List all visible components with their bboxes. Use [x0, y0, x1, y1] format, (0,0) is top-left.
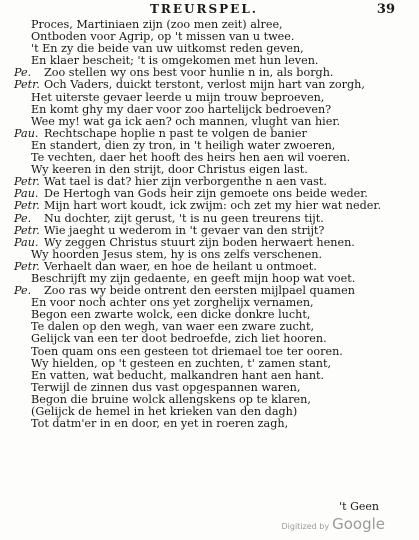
speaker-label: Petr.	[14, 259, 40, 273]
verse-text-line: Wee my! wat ga ick aen? och mannen, vlught van hier.	[31, 114, 341, 128]
verse-text-line: Verhaelt dan waer, en hoe de heilant u ontmoet.	[44, 259, 317, 273]
verse-text-line: De Hertogh van Gods heir zijn gemoete ons beide weder.	[44, 187, 368, 201]
watermark-prefix: Digitized by	[281, 522, 330, 531]
verse-text-line: En komt ghy my daer voor zoo hartelijck bedroeven?	[31, 102, 332, 116]
verse-text	[14, 19, 409, 430]
page-header	[0, 2, 419, 18]
speaker-label: Petr.	[14, 175, 40, 189]
verse-text-line: Wy zeggen Christus stuurt zijn boden herwaert henen.	[44, 235, 355, 249]
verse-text-line: En voor noch achter ons yet zorghelijx vernamen,	[31, 296, 314, 310]
verse-text-line: Gelijck van een ter doot bedroefde, zich liet hooren.	[31, 332, 327, 346]
verse-text-line: Beschrijft my zijn gedaente, en geeft mijn hoop wat voet.	[31, 271, 356, 285]
running-head: TREURSPEL.	[150, 2, 258, 16]
verse-text-line: Te vechten, daer het hooft des heirs hen aen wil voeren.	[31, 151, 351, 165]
verse-text-line: Wy hoorden Jesus stem, hy is ons zelfs verschenen.	[31, 247, 323, 261]
speaker-label: Petr.	[14, 78, 40, 92]
verse-line	[14, 418, 409, 430]
verse-text-line: Het uiterste gevaer leerde u mijn trouw beproeven,	[31, 90, 325, 104]
verse-text-line: Ontboden voor Agrip, op 't missen van u twee.	[31, 30, 295, 44]
speaker-label: Pau.	[14, 235, 39, 249]
speaker-label: Pau.	[14, 187, 39, 201]
verse-text-line: Toen quam ons een gesteen tot driemael toe ter ooren.	[31, 344, 343, 358]
google-logo: Google	[332, 515, 385, 533]
verse-text-line: Rechtschape hoplie n past te volgen de banier	[44, 126, 307, 140]
verse-text-line: Terwijl de zinnen dus vast opgespannen waren,	[31, 380, 301, 394]
verse-text-line: Mijn hart wort koudt, ick zwijm: och zet my hier wat neder.	[44, 199, 382, 213]
verse-text-line: Och Vaders, duickt terstont, verlost mijn hart van zorgh,	[44, 78, 365, 92]
verse-text-line: Wy keeren in den strijt, door Christus eigen last.	[31, 163, 308, 177]
verse-text-line: Nu dochter, zijt gerust, 't is nu geen treurens tijt.	[44, 211, 324, 225]
verse-text-line: Proces, Martiniaen zijn (zoo men zeit) alree,	[31, 18, 283, 31]
speaker-label: Pau.	[14, 126, 39, 140]
verse-text-line: Zoo ras wy beide ontrent den eersten mijlpael quamen	[44, 284, 355, 298]
verse-text-line: 't En zy die beide van uw uitkomst reden geven,	[31, 42, 304, 56]
digitized-watermark	[281, 514, 385, 533]
verse-text-line: Wy hielden, op 't gesteen en zuchten, t' zamen stant,	[31, 356, 332, 370]
verse-text-line: Wie jaeght u wederom in 't gevaer van den strijt?	[44, 223, 325, 237]
verse-text-line: (Gelijck de hemel in het krieken van den dagh)	[31, 405, 298, 418]
speaker-label: Pe.	[14, 66, 32, 80]
verse-text-line: Te dalen op den wegh, van waer een zware zucht,	[31, 320, 315, 334]
verse-text-line: En vatten, wat beducht, malkandren hant aen hant.	[31, 368, 325, 382]
speaker-label: Petr.	[14, 223, 40, 237]
verse-text-line: Tot datm'er in en door, en yet in roeren zagh,	[31, 417, 289, 431]
verse-text-line: Zoo stellen wy ons best voor hunlie n in, als borgh.	[44, 66, 334, 80]
page-number: 39	[376, 2, 395, 17]
verse-text-line: Begon die bruine wolck allengskens op te klaren,	[31, 392, 311, 406]
verse-text-line: En standert, dien zy tron, in 't heiligh water zwoeren,	[31, 138, 336, 152]
catchword: 't Geen	[339, 500, 379, 513]
speaker-label: Pe.	[14, 284, 32, 298]
verse-text-line: Wat tael is dat? hier zijn verborgenthe n aen vast.	[44, 175, 327, 189]
speaker-label: Petr.	[14, 199, 40, 213]
verse-text-line: Begon een zwarte wolck, een dicke donkre lucht,	[31, 308, 311, 322]
speaker-label: Pe.	[14, 211, 32, 225]
verse-text-line: En klaer bescheit; 't is omgekomen met hun leven.	[31, 54, 319, 68]
